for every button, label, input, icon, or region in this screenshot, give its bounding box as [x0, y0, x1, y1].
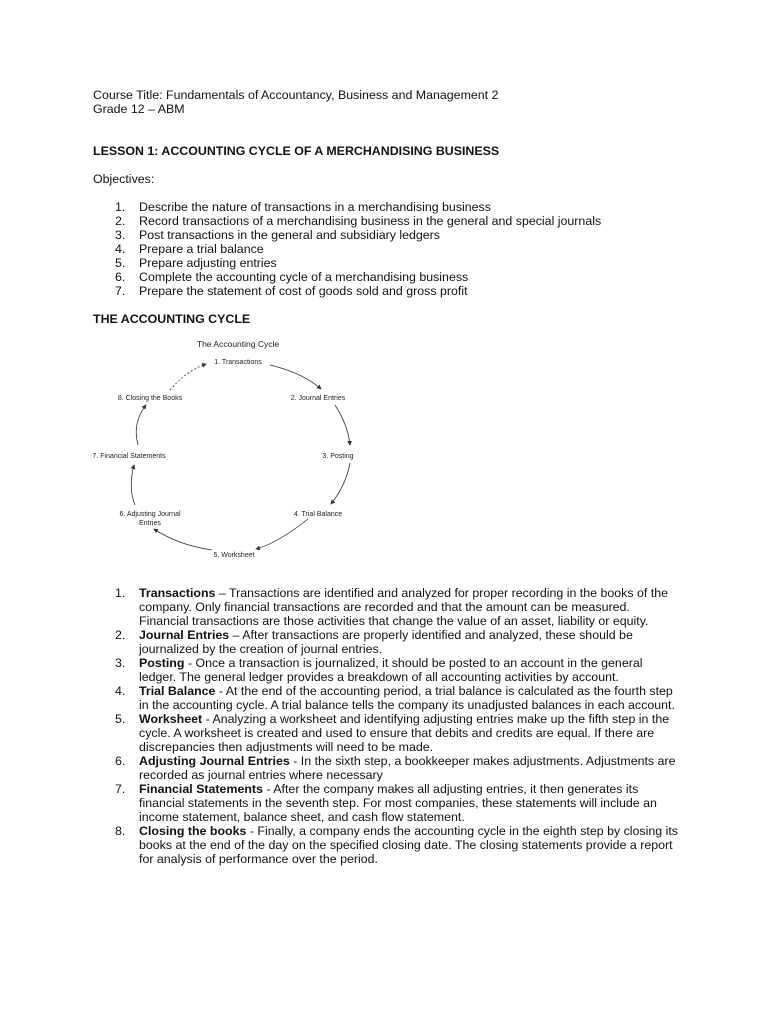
- cycle-arrow: [335, 405, 350, 445]
- cycle-step-item: 5. Worksheet - Analyzing a worksheet and identifying adjusting entries make up the fifth step in the cycle. A worksheet is created and used to ensure that debits and credits are equal. If there are discrepancies then adjustments will need to be made.: [115, 712, 670, 754]
- diagram-step-5: 5. Worksheet: [213, 552, 255, 559]
- section-title: THE ACCOUNTING CYCLE: [93, 312, 251, 326]
- cycle-step-item: 8. Closing the books - Finally, a company ends the accounting cycle in the eighth step by closing its books at the end of the day on the specified closing date. The closing statements provide a report for analysis of performance over the period.: [115, 824, 678, 866]
- cycle-step-item: 1. Transactions – Transactions are identified and analyzed for proper recording in the books of the company. Only financial transactions are recorded and that the amount can be measured. Financial transactions are those activities that change the value of an asset, liability or equity.: [115, 586, 668, 628]
- diagram-step-8: 8. Closing the Books: [117, 395, 183, 402]
- objective-item: 7. Prepare the statement of cost of goods sold and gross profit: [115, 284, 468, 298]
- objective-item: 3. Post transactions in the general and subsidiary ledgers: [115, 228, 440, 242]
- objective-item: 6. Complete the accounting cycle of a merchandising business: [115, 270, 469, 284]
- cycle-step-item: 7. Financial Statements - After the company makes all adjusting entries, it then generates its financial statements in the seventh step. For most companies, these statements will include an income statement, balance sheet, and cash flow statement.: [115, 782, 657, 824]
- objectives-list: [93, 200, 601, 298]
- cycle-step-item: 6. Adjusting Journal Entries - In the sixth step, a bookkeeper makes adjustments. Adjustments are recorded as journal entries where necessary: [115, 754, 676, 782]
- objectives-heading: Objectives:: [93, 172, 155, 186]
- cycle-arrow: [270, 365, 321, 389]
- objective-item: 5. Prepare adjusting entries: [115, 256, 277, 270]
- objective-item: 4. Prepare a trial balance: [115, 242, 264, 256]
- cycle-arrow-dashed: [170, 364, 206, 390]
- cycle-step-item: 3. Posting - Once a transaction is journalized, it should be posted to an account in the general ledger. The general ledger provides a breakdown of all accounting activities by account.: [115, 656, 643, 684]
- diagram-step-3: 3. Posting: [322, 453, 354, 460]
- diagram-step-6-line2: Entries: [139, 520, 161, 527]
- accounting-cycle-diagram: [88, 333, 363, 565]
- diagram-title: The Accounting Cycle: [196, 339, 280, 349]
- cycle-steps-list: [93, 586, 679, 866]
- cycle-step-item: 4. Trial Balance - At the end of the accounting period, a trial balance is calculated as the fourth step in the accounting cycle. A trial balance tells the company its unadjusted balances in each account.: [115, 684, 675, 712]
- cycle-arrow: [154, 529, 212, 550]
- cycle-arrow: [331, 463, 350, 504]
- cycle-arrow: [256, 519, 308, 549]
- objective-item: 1. Describe the nature of transactions in a merchandising business: [115, 200, 491, 214]
- cycle-arrow: [131, 465, 135, 505]
- diagram-step-2: 2. Journal Entries: [290, 395, 346, 402]
- diagram-step-7: 7. Financial Statements: [92, 453, 166, 460]
- grade-label: Grade 12 – ABM: [93, 102, 185, 116]
- diagram-step-6: 6. Adjusting Journal: [119, 511, 181, 518]
- diagram-step-4: 4. Trial Balance: [293, 511, 343, 518]
- cycle-arrow: [136, 405, 146, 445]
- diagram-step-1: 1. Transactions: [214, 359, 262, 366]
- cycle-step-item: 2. Journal Entries – After transactions are properly identified and analyzed, these should be journalized by the creation of journal entries.: [115, 628, 633, 656]
- lesson-title: LESSON 1: ACCOUNTING CYCLE OF A MERCHANDISING BUSINESS: [93, 144, 500, 158]
- course-title: Course Title: Fundamentals of Accountancy, Business and Management 2: [93, 88, 499, 102]
- objective-item: 2. Record transactions of a merchandising business in the general and special journals: [115, 214, 602, 228]
